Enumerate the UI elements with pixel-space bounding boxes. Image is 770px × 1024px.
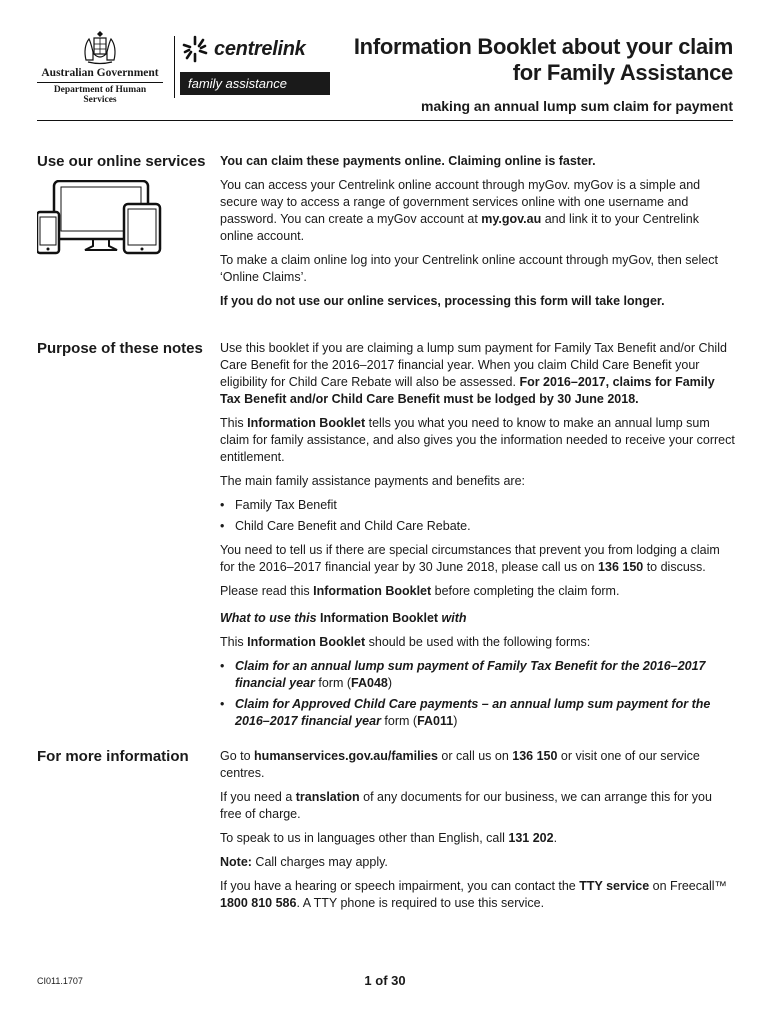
government-name: Australian Government [41,67,159,79]
processing-warning: If you do not use our online services, processing this form will take longer. [220,294,665,308]
header-divider [174,36,175,98]
purpose-paragraph-1: Use this booklet if you are claiming a lump sum payment for Family Tax Benefit and/or Child Care Benefit for the 2016–2017 financial year. When you claim Child Care Benefit your eligibility for Child Care Rebate will also be assessed. For 2016–2017, claims for Family Tax Benefit and/or Child Care Benefit must be lodged by 30 June 2018. [220,341,727,406]
more-paragraph-5: If you have a hearing or speech impairment, you can contact the TTY service on Freecall™ 1800 810 586. A TTY phone is required to use this service. [220,879,728,910]
phone-number[interactable]: 136 150 [598,560,644,574]
online-services-content [220,153,735,317]
online-lead: You can claim these payments online. Claiming online is faster. [220,154,596,168]
phone-number[interactable]: 136 150 [512,749,558,763]
mygov-paragraph: You can access your Centrelink online account through myGov. myGov is a simple and secure way to access a range of government services online with one username and password. You can create a myGov account at my.gov.au and link it to your Centrelink online account. [220,178,701,243]
mygov-link[interactable]: my.gov.au [481,212,542,226]
more-paragraph-3: To speak to us in languages other than English, call 131 202. [220,831,558,845]
page-number: 1 of 30 [364,973,406,988]
more-paragraph-1: Go to humanservices.gov.au/families or call us on 136 150 or visit one of our service centres. [220,749,700,780]
booklet-title-line1: Information Booklet about your claim [353,34,733,59]
website-link[interactable]: humanservices.gov.au/families [254,749,438,763]
more-paragraph-2: If you need a translation of any documents for our business, we can arrange this for you free of charge. [220,790,712,821]
online-services-heading: Use our online services [37,153,206,170]
centrelink-wordmark: centrelink [214,37,306,60]
purpose-paragraph-6: This Information Booklet should be used with the following forms: [220,635,591,649]
form-code: CI011.1707 [37,976,83,986]
australian-government-logo [37,30,163,105]
online-claim-steps: To make a claim online log into your Centrelink online account through myGov, then select ‘Online Claims’. [220,253,718,284]
more-information-content [220,748,735,919]
phone-number[interactable]: 1800 810 586 [220,896,297,910]
forms-list [220,658,735,730]
list-item: • Claim for an annual lump sum payment of Family Tax Benefit for the 2016–2017 financial year form (FA048) [220,658,735,692]
purpose-paragraph-5: Please read this Information Booklet before completing the claim form. [220,584,620,598]
coat-of-arms-icon [78,30,122,66]
booklet-subtitle: making an annual lump sum claim for payment [421,98,733,114]
family-assistance-tag: family assistance [180,72,330,95]
purpose-content [220,340,735,737]
header-rule [37,120,733,121]
payments-list [220,497,735,535]
centrelink-logo [180,34,330,95]
more-information-heading: For more information [37,748,189,765]
centrelink-star-icon [180,34,210,64]
what-to-use-subheading: What to use this Information Booklet with [220,611,467,625]
booklet-title-line2: for Family Assistance [512,60,733,85]
list-item: • Child Care Benefit and Child Care Rebate. [220,518,735,535]
devices-icon [37,180,162,255]
more-paragraph-4: Note: Call charges may apply. [220,855,388,869]
purpose-paragraph-4: You need to tell us if there are special circumstances that prevent you from lodging a claim for the 2016–2017 financial year by 30 June 2018, please call us on 136 150 to discuss. [220,543,720,574]
list-item: • Family Tax Benefit [220,497,735,514]
logo-rule [37,82,163,83]
phone-number[interactable]: 131 202 [508,831,554,845]
list-item: • Claim for Approved Child Care payments – an annual lump sum payment for the 2016–2017 financial year form (FA011) [220,696,735,730]
purpose-paragraph-2: This Information Booklet tells you what you need to know to make an annual lump sum claim for family assistance, and also gives you the information needed to receive your correct entitlement. [220,416,735,464]
purpose-paragraph-3: The main family assistance payments and benefits are: [220,474,526,488]
purpose-heading: Purpose of these notes [37,340,203,357]
department-name: Department of Human Services [53,85,147,105]
title-block [354,34,733,114]
